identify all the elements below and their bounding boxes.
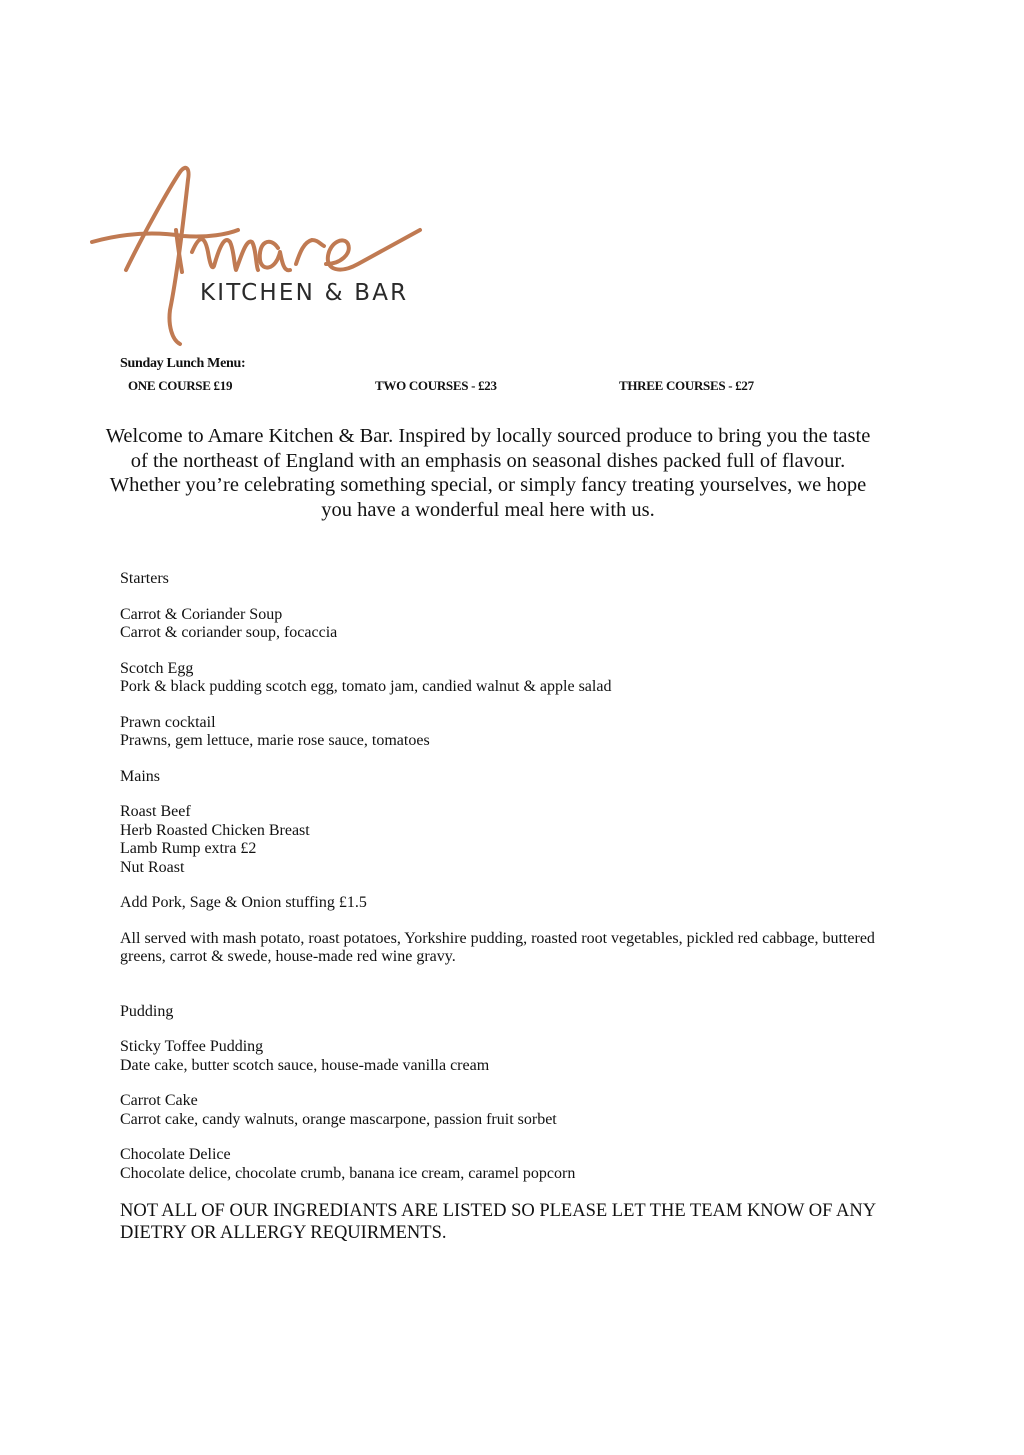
amare-script-logo [88, 160, 438, 350]
dish-description: Pork & black pudding scotch egg, tomato jam, candied walnut & apple salad [120, 678, 612, 695]
menu-item [120, 1146, 880, 1183]
main-dish: Lamb Rump extra £2 [120, 840, 257, 857]
main-dish: Roast Beef [120, 803, 191, 820]
restaurant-logo [88, 160, 438, 350]
price-one-course: ONE COURSE £19 [128, 378, 233, 393]
price-two-courses: TWO COURSES - £23 [375, 378, 497, 393]
menu-item [120, 714, 880, 751]
welcome-paragraph: Welcome to Amare Kitchen & Bar. Inspired by locally sourced produce to bring you the taste of the northeast of England with an emphasis on seasonal dishes packed full of flavour. Whether you’re celebrating something special, or simply fancy treating yourselves, we hope you have a wonderful meal here with us. [105, 425, 871, 521]
menu-item [120, 1038, 880, 1075]
price-three-courses: THREE COURSES - £27 [619, 378, 754, 393]
logo-subtitle: KITCHEN & BAR [200, 280, 409, 306]
pudding-heading: Pudding [120, 1002, 174, 1020]
menu-title: Sunday Lunch Menu: [120, 356, 246, 371]
mains-heading: Mains [120, 767, 160, 785]
dish-name: Carrot & Coriander Soup [120, 605, 283, 623]
menu-item [120, 1092, 880, 1129]
dish-name: Carrot Cake [120, 1092, 198, 1109]
starters-heading: Starters [120, 570, 169, 587]
menu-item [120, 660, 880, 697]
dish-name: Scotch Egg [120, 659, 194, 677]
dish-description: Prawns, gem lettuce, marie rose sauce, tomatoes [120, 732, 430, 749]
stuffing-addon: Add Pork, Sage & Onion stuffing £1.5 [120, 894, 367, 911]
menu-item [120, 606, 880, 643]
dish-name: Sticky Toffee Pudding [120, 1038, 264, 1055]
allergy-notice: NOT ALL OF OUR INGREDIANTS ARE LISTED SO PLEASE LET THE TEAM KNOW OF ANY DIETRY OR ALLERGY REQUIRMENTS. [120, 1201, 876, 1243]
dish-description: Chocolate delice, chocolate crumb, banana ice cream, caramel popcorn [120, 1164, 576, 1182]
dish-description: Carrot cake, candy walnuts, orange mascarpone, passion fruit sorbet [120, 1110, 557, 1128]
main-dish: Herb Roasted Chicken Breast [120, 821, 310, 839]
main-dish: Nut Roast [120, 858, 185, 876]
mains-list [120, 803, 880, 877]
menu-content [120, 570, 880, 1244]
served-with-note: All served with mash potato, roast potatoes, Yorkshire pudding, roasted root vegetables, pickled red cabbage, buttered greens, carrot & swede, house-made red wine gravy. [120, 929, 875, 965]
dish-description: Carrot & coriander soup, focaccia [120, 624, 338, 641]
dish-name: Chocolate Delice [120, 1146, 231, 1163]
dish-description: Date cake, butter scotch sauce, house-made vanilla cream [120, 1056, 490, 1074]
dish-name: Prawn cocktail [120, 713, 216, 731]
